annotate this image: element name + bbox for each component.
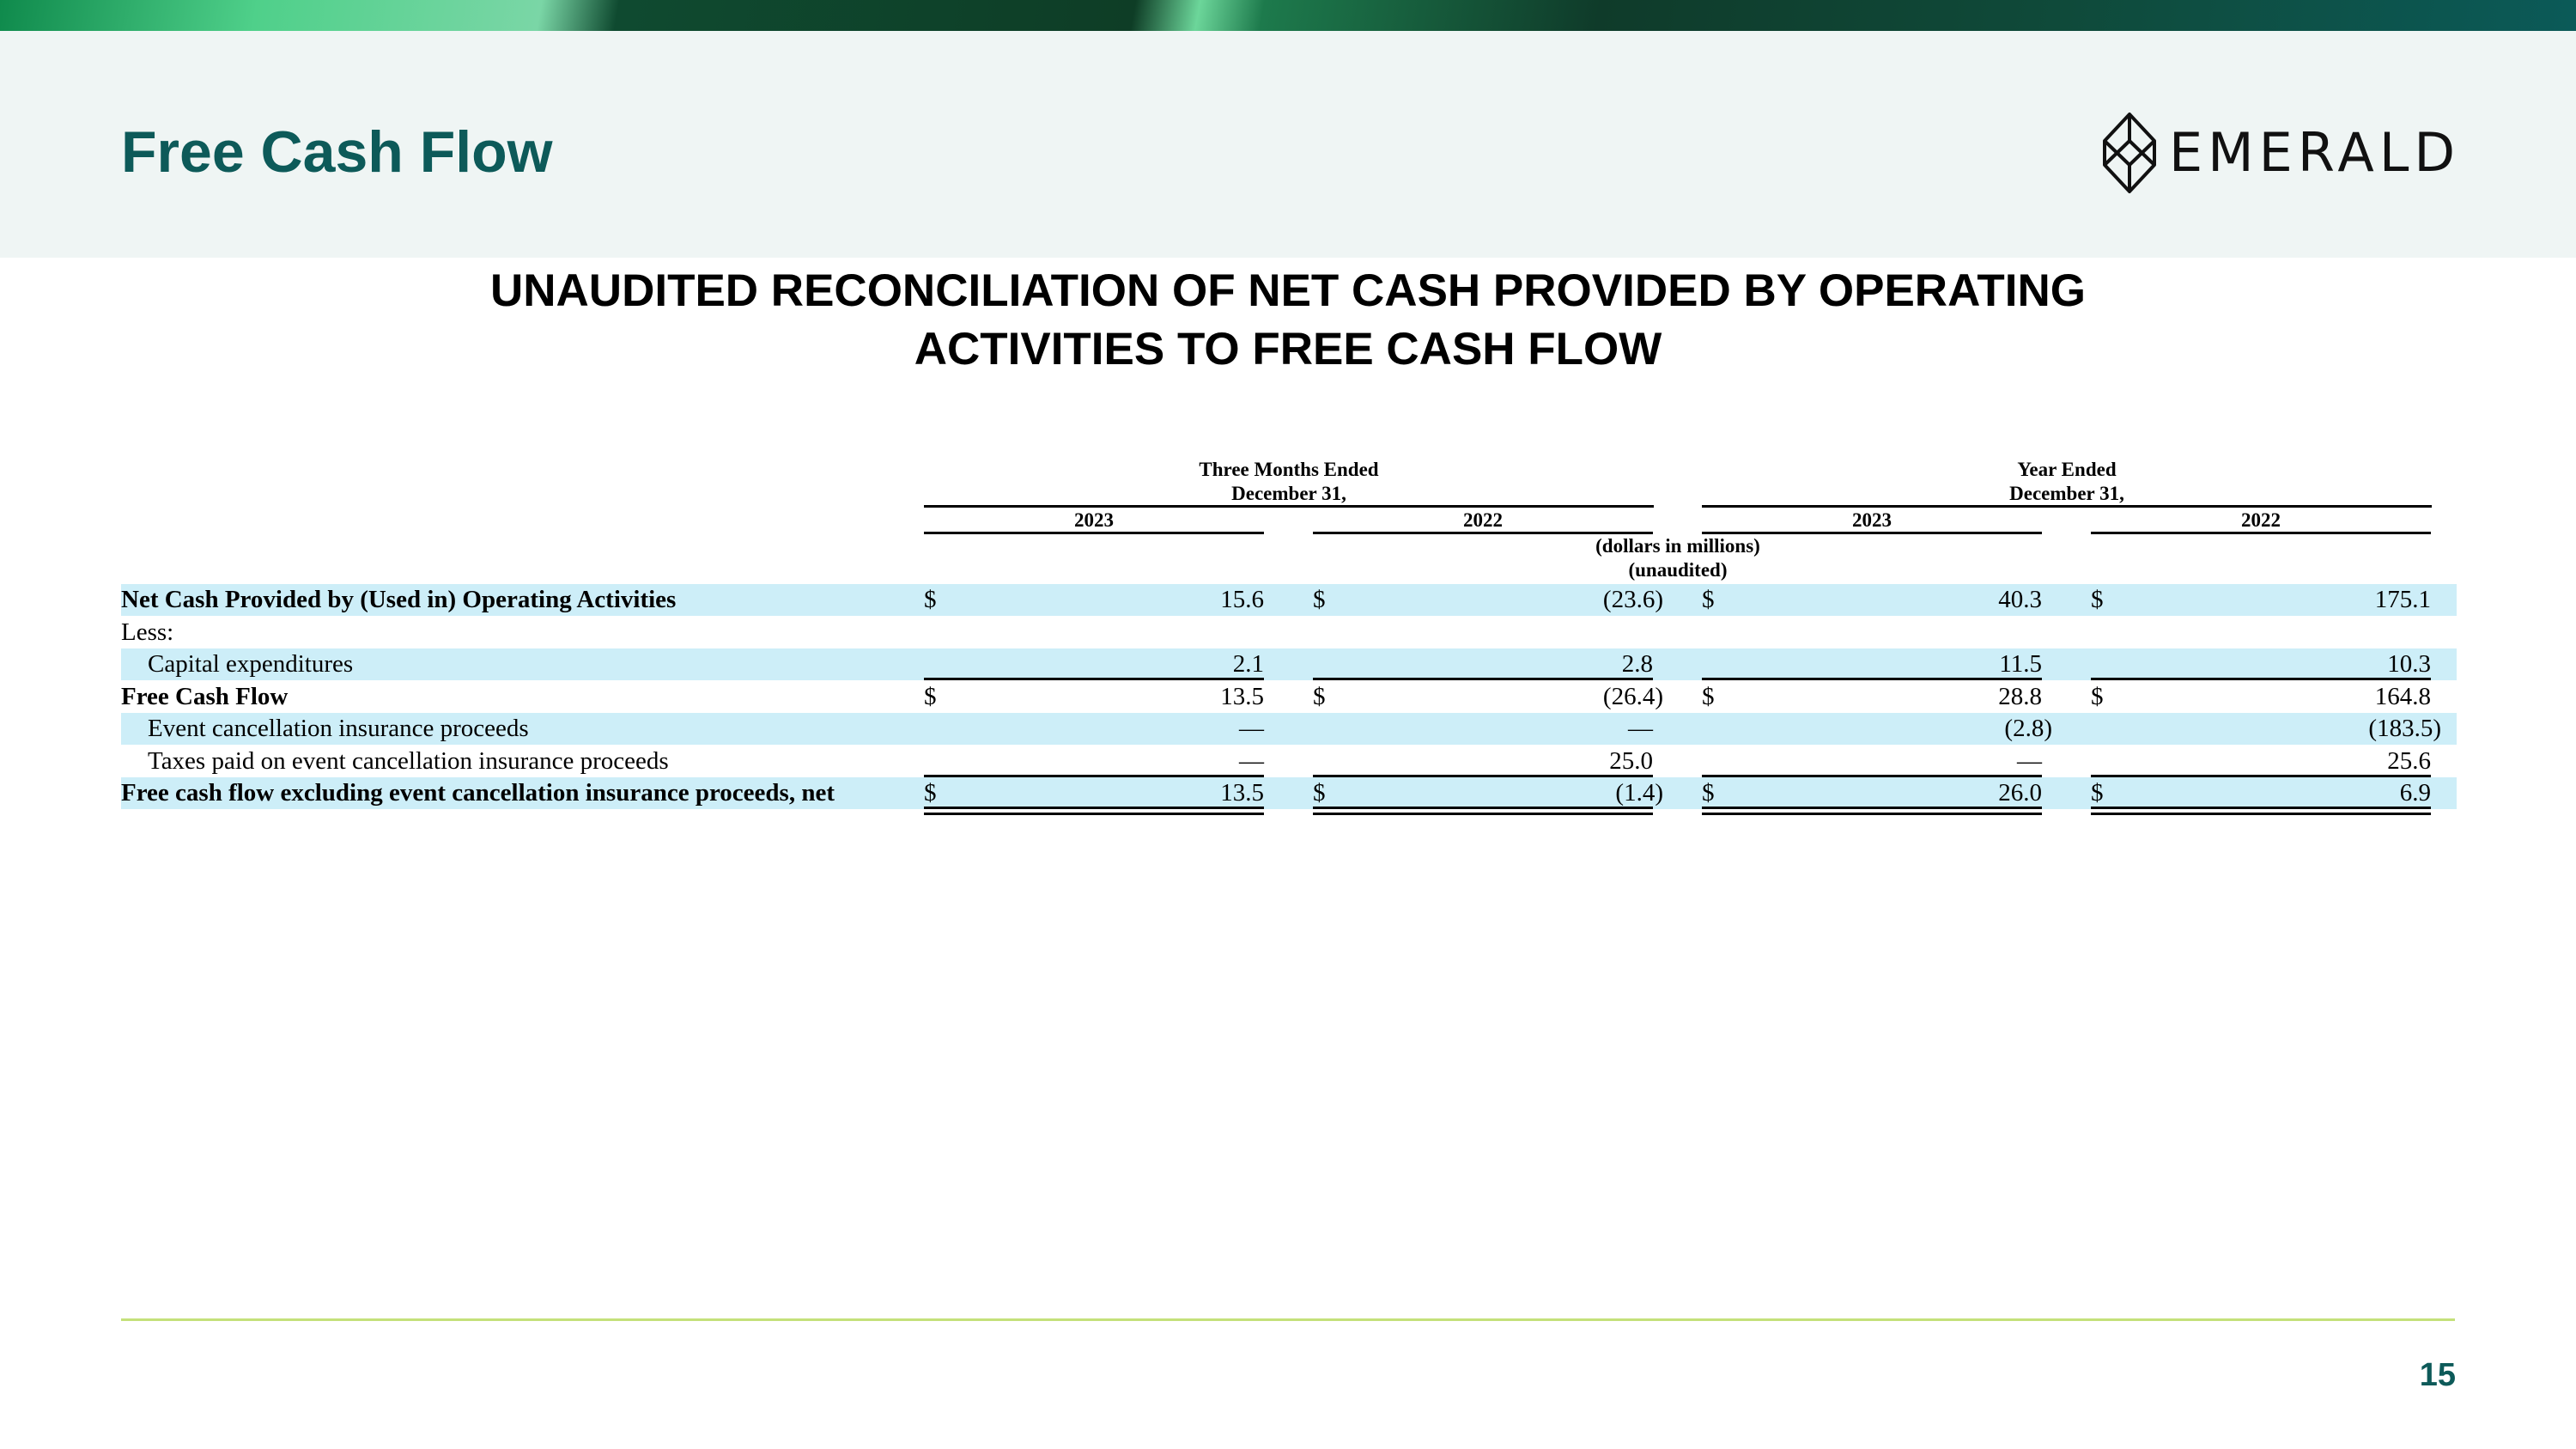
value-cell: 40.3	[1998, 586, 2042, 613]
row-label: Less:	[121, 618, 174, 646]
currency-symbol	[1313, 648, 1339, 680]
report-title-line-2: ACTIVITIES TO FREE CASH FLOW	[914, 324, 1662, 374]
currency-symbol	[2091, 746, 2117, 777]
subtotal-rule	[1702, 775, 2042, 777]
value-cell: 11.5	[1999, 650, 2042, 678]
table-row	[121, 777, 2457, 809]
value-cell: 13.5	[1220, 683, 1264, 710]
currency-symbol: $	[1702, 779, 1715, 807]
group-rule	[924, 505, 1654, 508]
currency-symbol: $	[2091, 683, 2104, 710]
currency-symbol: $	[924, 779, 937, 807]
value-cell: 2.8	[1621, 650, 1653, 678]
subtotal-rule	[1702, 678, 2042, 680]
group-header-year: Year Ended December 31,	[2009, 459, 2124, 504]
value-cell	[1347, 617, 1653, 648]
value-cell: (183.5)	[2368, 715, 2441, 742]
value-cell: 15.6	[1220, 586, 1264, 613]
row-label: Free cash flow excluding event cancellation insurance proceeds, net	[121, 779, 835, 807]
value-cell: 10.3	[2387, 650, 2431, 678]
value-cell: —	[2017, 747, 2042, 775]
currency-symbol: $	[1313, 779, 1326, 807]
year-header: 2022	[1463, 509, 1503, 531]
value-cell: (1.4)	[1615, 779, 1663, 807]
page-title: Free Cash Flow	[121, 119, 553, 185]
value-cell: (23.6)	[1602, 586, 1663, 613]
table-row	[121, 584, 2457, 616]
value-cell: 26.0	[1998, 779, 2042, 807]
value-cell	[2125, 617, 2431, 648]
currency-symbol	[924, 648, 950, 680]
value-cell: 25.0	[1609, 747, 1653, 775]
value-cell: —	[1628, 715, 1653, 742]
currency-symbol	[924, 713, 950, 745]
subtotal-rule	[924, 678, 1264, 680]
currency-symbol: $	[2091, 779, 2104, 807]
currency-symbol: $	[2091, 586, 2104, 613]
currency-symbol: $	[1702, 683, 1715, 710]
value-cell: 28.8	[1998, 683, 2042, 710]
currency-symbol: $	[924, 683, 937, 710]
currency-symbol: $	[924, 586, 937, 613]
currency-symbol	[1313, 617, 1339, 648]
page-number: 15	[2419, 1357, 2456, 1393]
value-cell: 25.6	[2387, 747, 2431, 775]
year-header: 2023	[1074, 509, 1114, 531]
value-cell: (26.4)	[1602, 683, 1663, 710]
currency-symbol	[1702, 648, 1728, 680]
table-row	[121, 681, 2457, 713]
year-header: 2022	[2241, 509, 2281, 531]
row-label: Taxes paid on event cancellation insurance proceeds	[148, 747, 669, 775]
table-row	[121, 746, 2457, 777]
footer-divider	[121, 1318, 2455, 1321]
year-header: 2023	[1852, 509, 1892, 531]
total-double-rule	[924, 807, 1264, 815]
value-cell: —	[1239, 715, 1264, 742]
total-double-rule	[1702, 807, 2042, 815]
subtotal-rule	[2091, 775, 2431, 777]
value-cell: 164.8	[2374, 683, 2431, 710]
value-cell: (2.8)	[2004, 715, 2052, 742]
group-rule	[1702, 505, 2432, 508]
row-label: Free Cash Flow	[121, 683, 289, 710]
currency-symbol	[924, 617, 950, 648]
value-cell: 13.5	[1220, 779, 1264, 807]
currency-symbol: $	[1313, 683, 1326, 710]
currency-symbol	[1702, 713, 1728, 745]
value-cell	[958, 617, 1264, 648]
subtotal-rule	[924, 775, 1264, 777]
currency-symbol	[2091, 648, 2117, 680]
value-cell: 2.1	[1232, 650, 1264, 678]
year-rule	[2091, 532, 2431, 534]
currency-symbol	[1313, 746, 1339, 777]
row-label: Capital expenditures	[148, 650, 354, 678]
currency-symbol	[1702, 746, 1728, 777]
currency-symbol	[1702, 617, 1728, 648]
value-cell: 175.1	[2374, 586, 2431, 613]
subtotal-rule	[1313, 678, 1653, 680]
currency-symbol	[1313, 713, 1339, 745]
total-double-rule	[1313, 807, 1653, 815]
table-row	[121, 617, 2457, 648]
subtotal-rule	[1313, 775, 1653, 777]
report-title-line-1: UNAUDITED RECONCILIATION OF NET CASH PROVIDED BY OPERATING	[489, 265, 2087, 316]
total-double-rule	[2091, 807, 2431, 815]
value-cell: —	[1239, 747, 1264, 775]
units-note: (dollars in millions) (unaudited)	[1595, 535, 1760, 581]
table-row	[121, 713, 2457, 745]
value-cell: 6.9	[2399, 779, 2431, 807]
group-header-three-months: Three Months Ended December 31,	[1199, 459, 1379, 504]
row-label: Net Cash Provided by (Used in) Operating Activities	[121, 586, 677, 613]
currency-symbol: $	[1702, 586, 1715, 613]
currency-symbol: $	[1313, 586, 1326, 613]
currency-symbol	[924, 746, 950, 777]
year-rule	[924, 532, 1264, 534]
table-row	[121, 648, 2457, 680]
currency-symbol	[2091, 713, 2117, 745]
value-cell	[1736, 617, 2042, 648]
row-label: Event cancellation insurance proceeds	[148, 715, 529, 742]
logo-wordmark: EMERALD	[2169, 121, 2461, 184]
subtotal-rule	[2091, 678, 2431, 680]
currency-symbol	[2091, 617, 2117, 648]
